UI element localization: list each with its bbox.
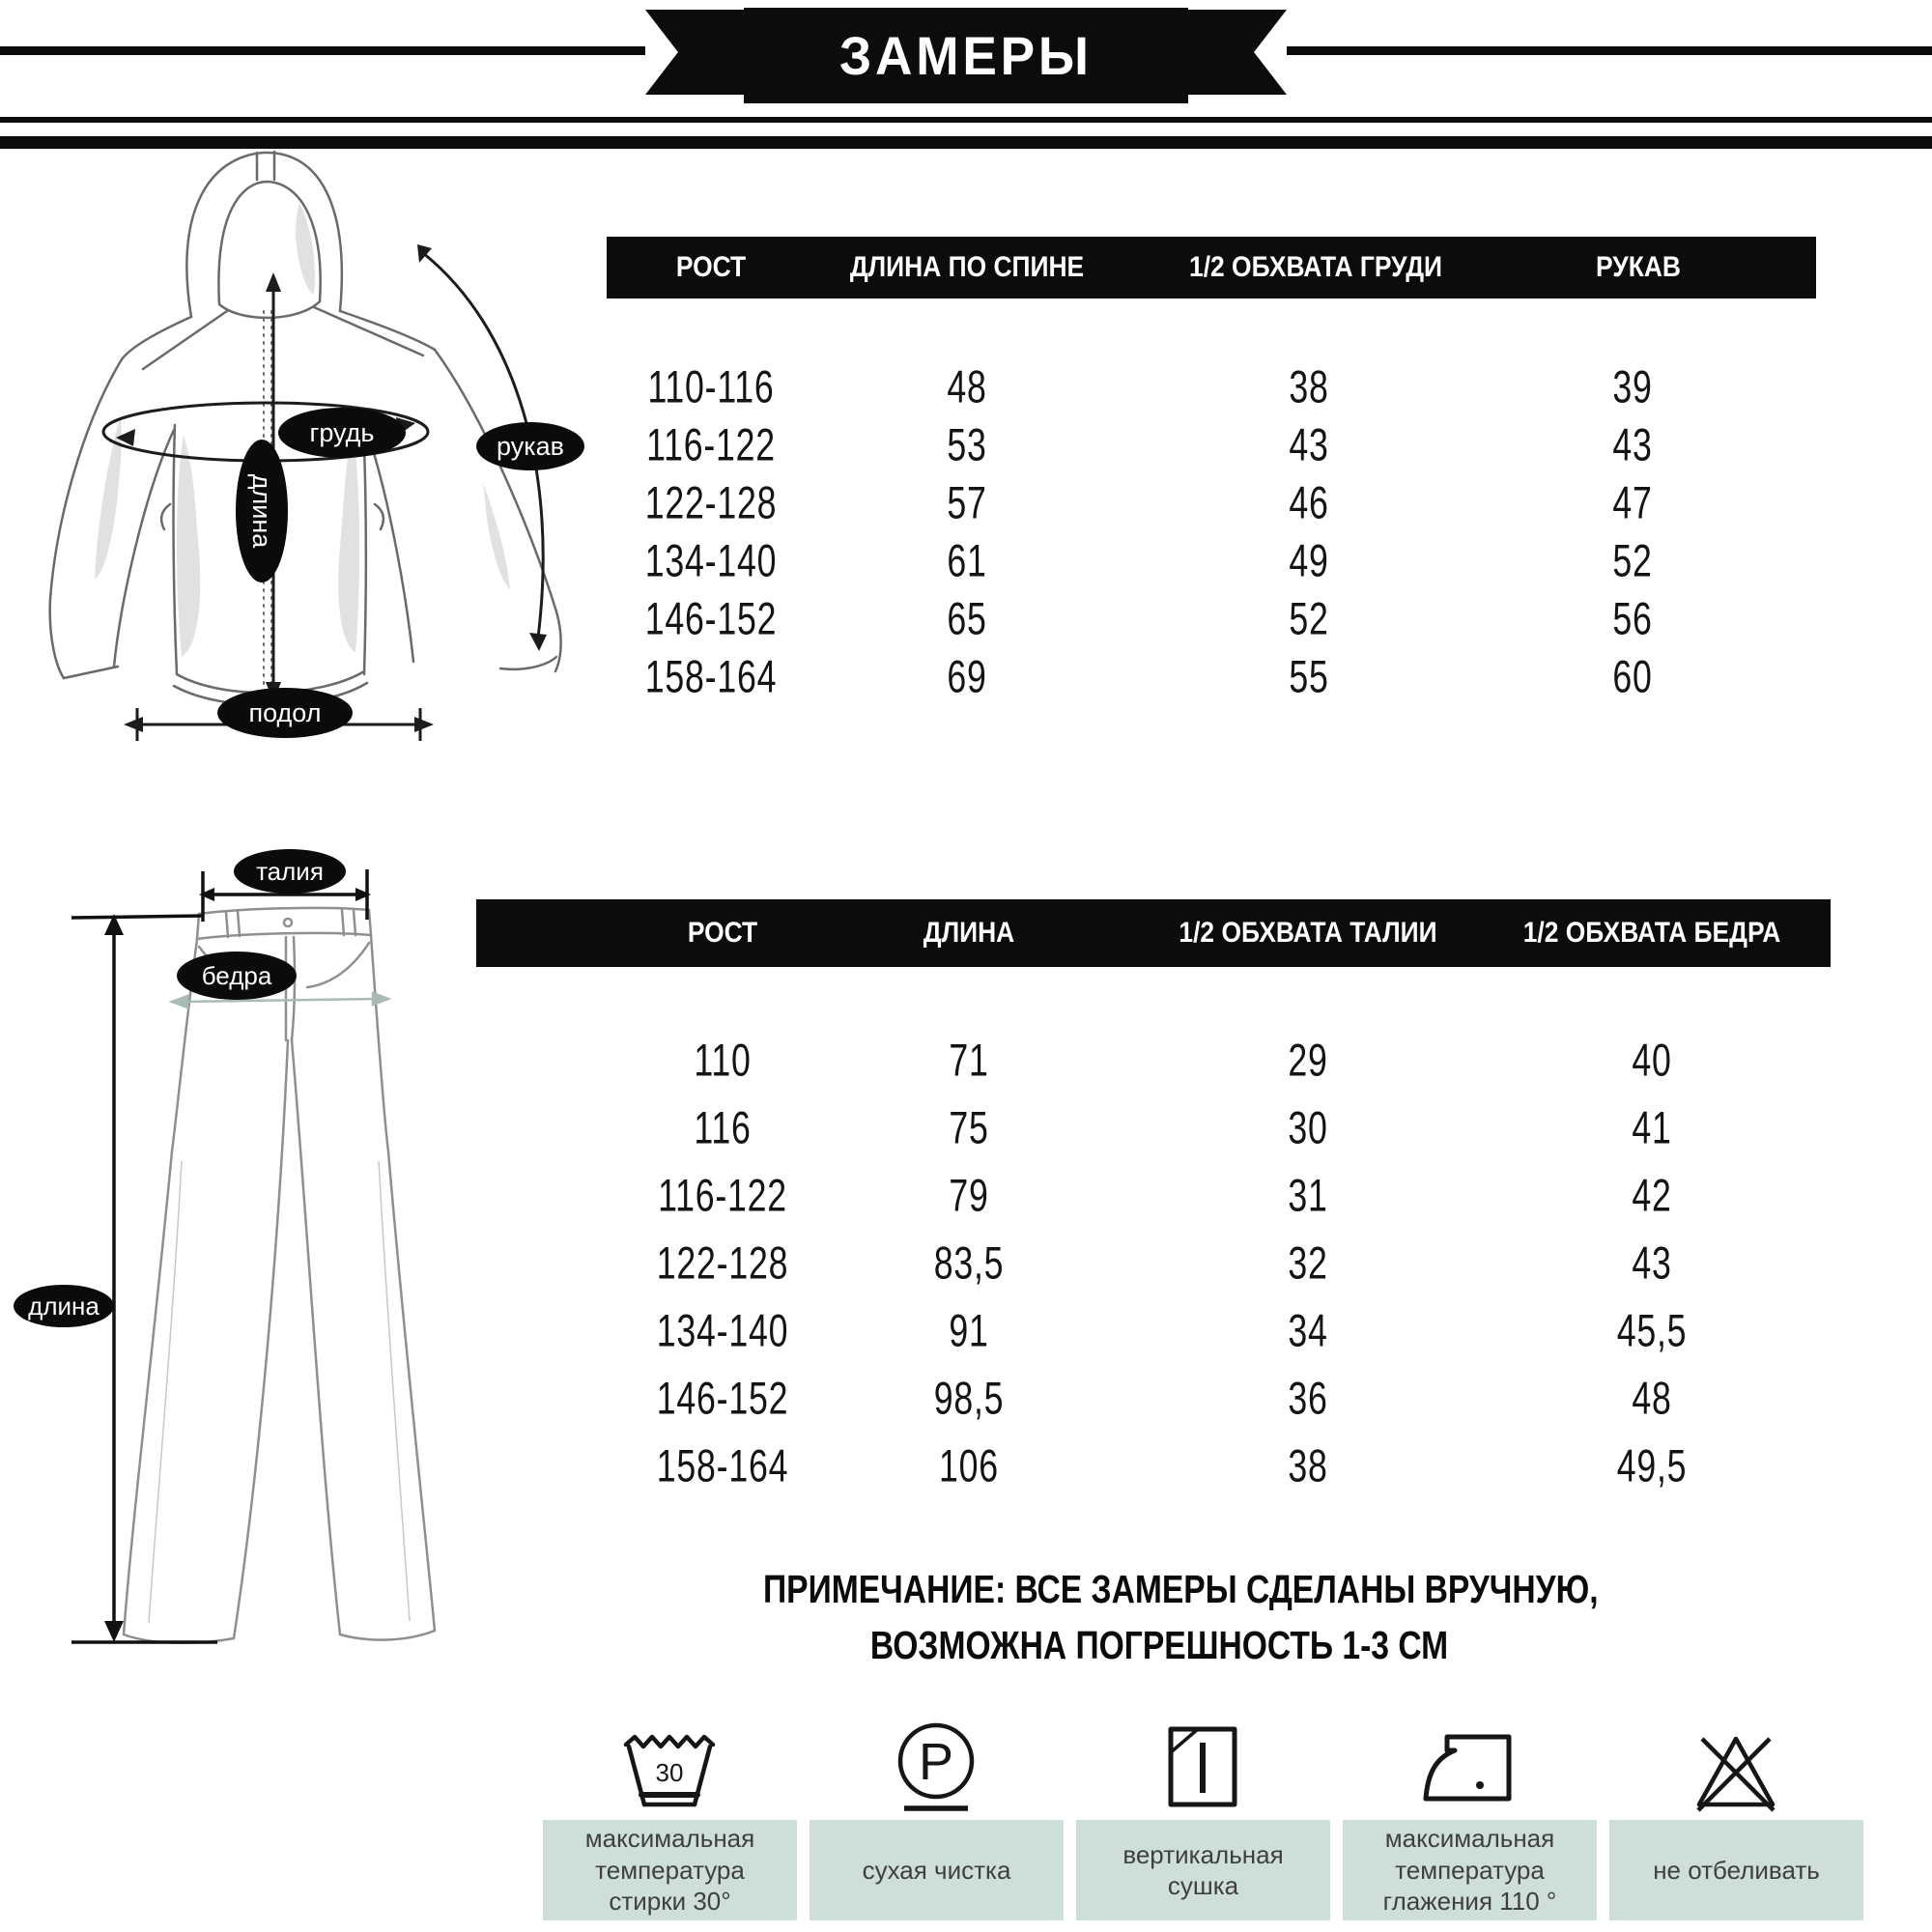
jacket-col-half-chest: 1/2 ОБХВАТА ГРУДИ — [1189, 251, 1442, 283]
table-cell: 42 — [1632, 1169, 1672, 1221]
pants-waist-label: талия — [256, 857, 324, 886]
jacket-size-table — [607, 237, 1816, 739]
table-cell: 106 — [939, 1439, 999, 1492]
no-bleach-icon — [1683, 1718, 1789, 1814]
table-cell: 61 — [947, 534, 987, 586]
jacket-col-back-length: ДЛИНА ПО СПИНЕ — [849, 251, 1085, 283]
pants-col-half-hip: 1/2 ОБХВАТА БЕДРА — [1522, 917, 1781, 949]
care-label-dry-clean: сухая чистка — [810, 1820, 1064, 1920]
table-cell: 43 — [1612, 418, 1653, 470]
table-cell: 79 — [949, 1169, 989, 1221]
table-cell: 134-140 — [656, 1304, 789, 1356]
table-cell: 122-128 — [656, 1236, 789, 1289]
table-cell: 41 — [1632, 1101, 1672, 1153]
jacket-length-label: длина — [247, 473, 276, 549]
table-cell: 55 — [1289, 650, 1329, 702]
dry-clean-icon — [883, 1718, 989, 1814]
table-cell: 49,5 — [1616, 1439, 1688, 1492]
table-cell: 52 — [1289, 592, 1329, 644]
table-cell: 45,5 — [1616, 1304, 1688, 1356]
table-cell: 158-164 — [644, 650, 778, 702]
pants-diagram — [10, 833, 473, 1690]
table-cell: 38 — [1288, 1439, 1328, 1492]
table-cell: 116-122 — [658, 1169, 787, 1221]
wash-30-icon — [616, 1718, 723, 1814]
page-title: ЗАМЕРЫ — [839, 25, 1093, 86]
table-cell: 75 — [949, 1101, 989, 1153]
svg-text:30: 30 — [655, 1758, 684, 1787]
note-line-1: ПРИМЕЧАНИЕ: ВСЕ ЗАМЕРЫ СДЕЛАНЫ ВРУЧНУЮ, — [763, 1567, 1599, 1611]
care-label-wash: максимальная температура стирки 30° — [543, 1820, 797, 1920]
table-cell: 53 — [947, 418, 987, 470]
pants-hips-label: бедра — [201, 961, 272, 990]
care-label-no-bleach: не отбеливать — [1609, 1820, 1863, 1920]
table-cell: 146-152 — [644, 592, 778, 644]
table-cell: 57 — [947, 476, 987, 528]
table-cell: 69 — [947, 650, 987, 702]
banner — [744, 8, 1188, 103]
table-cell: 30 — [1288, 1101, 1328, 1153]
table-cell: 98,5 — [933, 1372, 1005, 1424]
svg-text:P: P — [918, 1733, 954, 1791]
table-cell: 32 — [1288, 1236, 1328, 1289]
pants-size-table — [476, 899, 1831, 1537]
jacket-chest-label: грудь — [309, 418, 375, 447]
note-line-2: ВОЗМОЖНА ПОГРЕШНОСТЬ 1-3 СМ — [869, 1623, 1449, 1667]
table-cell: 134-140 — [644, 534, 778, 586]
table-cell: 31 — [1288, 1169, 1328, 1221]
jacket-col-sleeve: РУКАВ — [1596, 251, 1681, 283]
table-cell: 146-152 — [656, 1372, 789, 1424]
table-cell: 43 — [1289, 418, 1329, 470]
table-cell: 52 — [1612, 534, 1653, 586]
pants-col-length: ДЛИНА — [923, 917, 1015, 949]
table-cell: 122-128 — [644, 476, 778, 528]
banner-line-right — [1287, 46, 1932, 55]
table-cell: 46 — [1289, 476, 1329, 528]
table-cell: 48 — [1632, 1372, 1672, 1424]
jacket-diagram — [29, 145, 618, 763]
banner-line-left — [0, 46, 645, 55]
divider-thin — [0, 117, 1932, 123]
table-cell: 91 — [949, 1304, 989, 1356]
table-cell: 56 — [1612, 592, 1653, 644]
table-cell: 116 — [694, 1101, 752, 1153]
table-cell: 49 — [1289, 534, 1329, 586]
jacket-col-height: РОСТ — [675, 251, 747, 283]
table-cell: 48 — [947, 360, 987, 412]
ribbon-tail-left-icon — [645, 10, 748, 95]
table-cell: 65 — [947, 592, 987, 644]
table-cell: 47 — [1612, 476, 1653, 528]
vertical-dry-icon — [1150, 1718, 1256, 1814]
pants-length-label: длина — [28, 1292, 99, 1321]
table-cell: 83,5 — [933, 1236, 1005, 1289]
ribbon-tail-right-icon — [1184, 10, 1287, 95]
table-cell: 110 — [694, 1034, 752, 1086]
table-cell: 71 — [949, 1034, 989, 1086]
table-cell: 38 — [1289, 360, 1329, 412]
table-cell: 34 — [1288, 1304, 1328, 1356]
table-cell: 116-122 — [646, 418, 776, 470]
table-cell: 36 — [1288, 1372, 1328, 1424]
pants-col-half-waist: 1/2 ОБХВАТА ТАЛИИ — [1179, 917, 1437, 949]
care-label-iron: максимальная температура глажения 110 ° — [1343, 1820, 1597, 1920]
table-cell: 29 — [1288, 1034, 1328, 1086]
jacket-hem-label: подол — [248, 698, 322, 727]
table-cell: 43 — [1632, 1236, 1672, 1289]
care-label-vertical-dry: вертикальная сушка — [1076, 1820, 1330, 1920]
table-cell: 158-164 — [656, 1439, 789, 1492]
table-cell: 60 — [1612, 650, 1653, 702]
table-cell: 110-116 — [647, 360, 775, 412]
table-cell: 40 — [1632, 1034, 1672, 1086]
jacket-sleeve-label: рукав — [497, 432, 564, 461]
pants-col-height: РОСТ — [687, 917, 758, 949]
iron-110-icon — [1416, 1718, 1522, 1814]
table-cell: 39 — [1612, 360, 1653, 412]
